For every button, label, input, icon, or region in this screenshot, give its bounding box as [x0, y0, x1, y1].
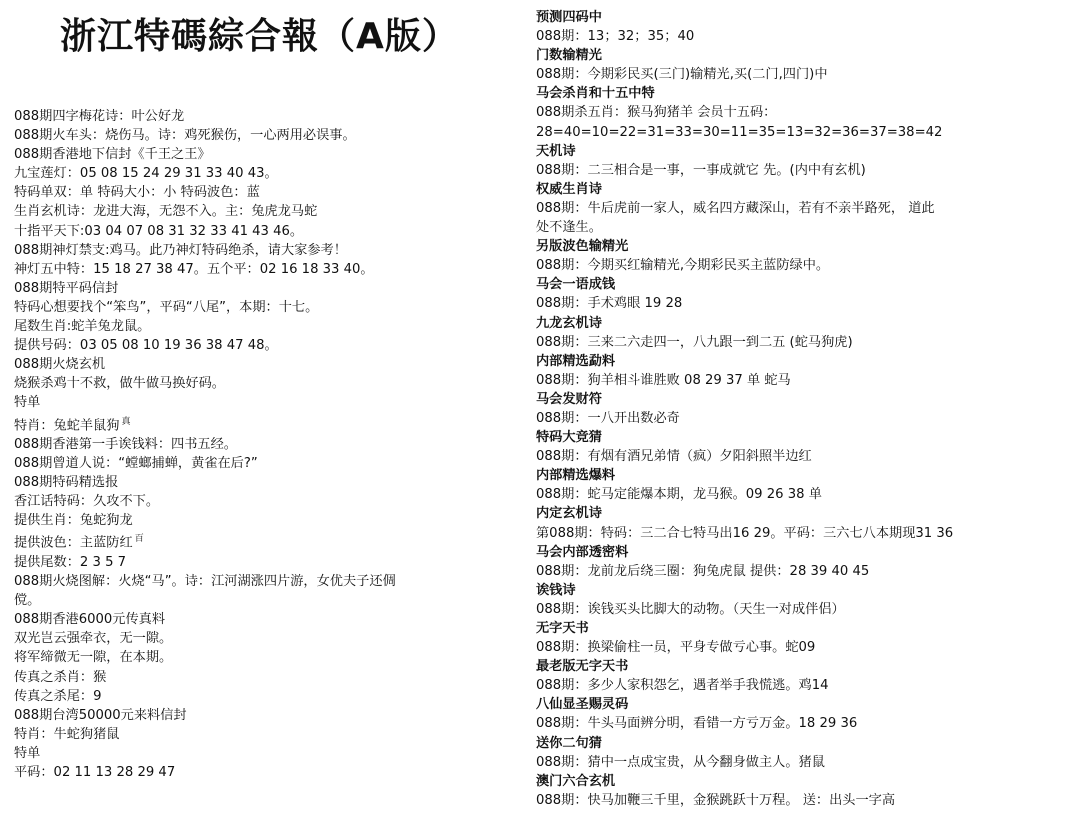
line-text: 088期特平码信封 — [14, 280, 119, 296]
line-text: 088期：今期彩民买(三门)输精光,买(二门,四门)中 — [536, 67, 828, 83]
section-heading — [536, 657, 1066, 676]
text-line — [536, 218, 1066, 237]
line-text: 28=40=10=22=31=33=30=11=35=13=32=36=37=38=42 — [536, 124, 943, 140]
text-line — [14, 107, 534, 126]
text-line — [14, 687, 534, 706]
text-line — [536, 123, 1066, 142]
text-line — [14, 706, 534, 725]
text-line — [14, 668, 534, 687]
text-line — [536, 485, 1066, 504]
line-text: 088期：今期买红输精光,今期彩民买主蓝防绿中。 — [536, 258, 830, 274]
line-text: 特单 — [14, 745, 41, 761]
line-text: 特单 — [14, 395, 41, 411]
left-column — [14, 107, 534, 782]
text-line — [14, 413, 534, 435]
line-text: 088期火车头：烧伤马。诗：鸡死猴伤，一心两用必误事。 — [14, 128, 356, 144]
line-text: 088期台湾50000元来料信封 — [14, 707, 187, 723]
text-line — [536, 27, 1066, 46]
line-text: 088期：有烟有酒兄弟情（疯）夕阳斜照半边红 — [536, 449, 812, 465]
text-line — [14, 725, 534, 744]
text-line — [14, 126, 534, 145]
section-heading — [536, 84, 1066, 103]
line-text: 门数输精光 — [536, 48, 602, 64]
line-text: 088期：诶钱买头比脚大的动物。（天生一对成伴侣） — [536, 601, 845, 617]
text-line — [14, 374, 534, 393]
text-line — [536, 333, 1066, 352]
line-text: 诶钱诗 — [536, 582, 576, 598]
line-text: 生肖玄机诗：龙进大海，无怨不入。主：兔虎龙马蛇 — [14, 204, 318, 220]
section-heading — [536, 504, 1066, 523]
text-line — [536, 562, 1066, 581]
text-line — [536, 256, 1066, 275]
line-text: 088期神灯禁支:鸡马。此乃神灯特码绝杀，请大家参考！ — [14, 242, 347, 258]
right-column — [536, 8, 1066, 810]
line-text: 第088期：特码：三二合七特马出16 29。平码：三六七八本期现31 36 — [536, 525, 954, 541]
text-line — [14, 530, 534, 552]
section-heading — [536, 46, 1066, 65]
line-text: 特肖：牛蛇狗猪鼠 — [14, 726, 120, 742]
line-text: 澳门六合玄机 — [536, 773, 616, 789]
line-text: 088期特码精选报 — [14, 475, 119, 491]
text-line — [14, 145, 534, 164]
line-text: 预测四码中 — [536, 10, 602, 25]
text-line — [14, 763, 534, 782]
text-line — [14, 355, 534, 374]
line-text: 088期香港6000元传真料 — [14, 612, 166, 628]
line-text: 马会杀肖和十五中特 — [536, 86, 655, 102]
text-line — [14, 393, 534, 412]
section-heading — [536, 543, 1066, 562]
line-text: 088期：手术鸡眼 19 28 — [536, 296, 683, 312]
text-line — [536, 714, 1066, 733]
section-heading — [536, 772, 1066, 791]
text-line — [536, 638, 1066, 657]
line-text: 内部精选勐料 — [536, 353, 616, 369]
text-line — [14, 629, 534, 648]
line-text: 内定玄机诗 — [536, 506, 602, 522]
line-text: 香江话特码：久攻不下。 — [14, 494, 160, 510]
text-line — [14, 164, 534, 183]
side-note: 真 — [121, 416, 131, 427]
line-text: 088期：龙前龙后绕三圈：狗兔虎鼠 提供：28 39 40 45 — [536, 563, 870, 579]
line-text: 088期香港地下信封《千王之王》 — [14, 147, 211, 163]
text-line — [536, 409, 1066, 428]
line-text: 088期：牛后虎前一家人，威名四方藏深山，若有不亲半路死， 道此 — [536, 200, 935, 216]
line-text: 088期：多少人家积怨乞，遇者举手我慌逃。鸡14 — [536, 678, 829, 694]
line-text: 088期：牛头马面辨分明，看错一方亏万金。18 29 36 — [536, 716, 858, 732]
page-title: 浙江特碼綜合報（A版） — [60, 16, 459, 57]
line-text: 088期：三来二六走四一，八九跟一到二五 (蛇马狗虎) — [536, 334, 853, 350]
text-line — [14, 336, 534, 355]
line-text: 传真之杀肖：猴 — [14, 669, 107, 685]
line-text: 处不逢生。 — [536, 220, 602, 236]
line-text: 双光岂云强牵衣，无一隙。 — [14, 631, 173, 647]
text-line — [14, 591, 534, 610]
line-text: 088期：快马加鞭三千里，金猴跳跃十万程。 送：出头一字高 — [536, 792, 896, 808]
line-text: 特肖：兔蛇羊鼠狗 — [14, 417, 120, 433]
text-line — [536, 676, 1066, 695]
text-line — [14, 511, 534, 530]
text-line — [536, 103, 1066, 122]
line-text: 最老版无字天书 — [536, 659, 629, 675]
text-line — [14, 279, 534, 298]
line-text: 088期：换梁偷柱一员，平身专做亏心事。蛇09 — [536, 640, 816, 656]
text-line — [14, 572, 534, 591]
section-heading — [536, 619, 1066, 638]
text-line — [14, 473, 534, 492]
text-line — [14, 610, 534, 629]
section-heading — [536, 581, 1066, 600]
text-line — [536, 294, 1066, 313]
text-line — [14, 553, 534, 572]
text-line — [14, 222, 534, 241]
text-line — [536, 65, 1066, 84]
line-text: 平码：02 11 13 28 29 47 — [14, 764, 176, 780]
text-line — [536, 600, 1066, 619]
line-text: 传真之杀尾：9 — [14, 688, 102, 704]
section-heading — [536, 237, 1066, 256]
section-heading — [536, 466, 1066, 485]
section-heading — [536, 180, 1066, 199]
text-line — [14, 492, 534, 511]
line-text: 天机诗 — [536, 143, 576, 159]
text-line — [14, 183, 534, 202]
line-text: 十指平天下:03 04 07 08 31 32 33 41 43 46。 — [14, 223, 304, 239]
line-text: 八仙显圣赐灵码 — [536, 697, 629, 713]
line-text: 088期四字梅花诗：叶公好龙 — [14, 109, 185, 124]
line-text: 088期曾道人说：“螳螂捕蝉，黄雀在后?” — [14, 456, 258, 472]
line-text: 将军缔微无一隙，在本期。 — [14, 650, 173, 666]
section-heading — [536, 428, 1066, 447]
section-heading — [536, 142, 1066, 161]
section-heading — [536, 314, 1066, 333]
line-text: 无字天书 — [536, 621, 589, 636]
text-line — [14, 298, 534, 317]
line-text: 088期：猜中一点成宝贵，从今翻身做主人。猪鼠 — [536, 754, 825, 770]
text-line — [14, 454, 534, 473]
text-line — [536, 371, 1066, 390]
line-text: 088期火烧玄机 — [14, 357, 106, 373]
line-text: 特码单双：单 特码大小：小 特码波色：蓝 — [14, 185, 260, 201]
line-text: 088期香港第一手诶钱料：四书五经。 — [14, 436, 237, 452]
line-text: 内部精选爆料 — [536, 468, 616, 484]
text-line — [536, 791, 1066, 810]
text-line — [14, 435, 534, 454]
text-line — [14, 241, 534, 260]
text-line — [14, 648, 534, 667]
line-text: 另版波色输精光 — [536, 239, 629, 255]
text-line — [536, 753, 1066, 772]
text-line — [536, 524, 1066, 543]
text-line — [536, 161, 1066, 180]
line-text: 特码大竞猜 — [536, 430, 602, 446]
side-note: 百 — [134, 534, 144, 545]
line-text: 088期：蛇马定能爆本期，龙马猴。09 26 38 单 — [536, 487, 822, 503]
line-text: 马会发财符 — [536, 391, 602, 407]
line-text: 088期：狗羊相斗谁胜败 08 29 37 单 蛇马 — [536, 372, 791, 388]
line-text: 尾数生肖:蛇羊兔龙鼠。 — [14, 319, 151, 335]
section-heading — [536, 734, 1066, 753]
line-text: 权威生肖诗 — [536, 181, 602, 197]
section-heading — [536, 695, 1066, 714]
line-text: 088期：二三相合是一事，一事成就它 先。(内中有玄机) — [536, 162, 866, 178]
line-text: 提供生肖：兔蛇狗龙 — [14, 513, 133, 529]
section-heading — [536, 8, 1066, 27]
section-heading — [536, 352, 1066, 371]
line-text: 马会内部透密料 — [536, 544, 629, 560]
section-heading — [536, 275, 1066, 294]
line-text: 傥。 — [14, 593, 41, 609]
line-text: 088期杀五肖：猴马狗猪羊 会员十五码： — [536, 105, 777, 121]
section-heading — [536, 390, 1066, 409]
line-text: 088期：一八开出数必奇 — [536, 410, 680, 426]
line-text: 神灯五中特：15 18 27 38 47。五个平：02 16 18 33 40。 — [14, 261, 374, 277]
line-text: 马会一语成钱 — [536, 277, 616, 293]
line-text: 九宝莲灯：05 08 15 24 29 31 33 40 43。 — [14, 166, 278, 182]
line-text: 提供号码：03 05 08 10 19 36 38 47 48。 — [14, 338, 278, 354]
line-text: 088期：13；32；35；40 — [536, 29, 695, 45]
text-line — [536, 447, 1066, 466]
line-text: 九龙玄机诗 — [536, 315, 602, 331]
line-text: 烧猴杀鸡十不救，做牛做马换好码。 — [14, 376, 225, 392]
text-line — [14, 202, 534, 221]
line-text: 送你二句猜 — [536, 735, 602, 751]
line-text: 提供尾数：2 3 5 7 — [14, 554, 127, 570]
text-line — [14, 317, 534, 336]
line-text: 088期火烧图解：火烧“马”。诗：江河湖涨四片游，女优夫子还倜 — [14, 574, 396, 590]
line-text: 提供波色：主蓝防红 — [14, 535, 133, 551]
text-line — [14, 744, 534, 763]
line-text: 特码心想要找个“笨鸟”，平码“八尾”，本期：十七。 — [14, 299, 319, 315]
text-line — [14, 260, 534, 279]
text-line — [536, 199, 1066, 218]
